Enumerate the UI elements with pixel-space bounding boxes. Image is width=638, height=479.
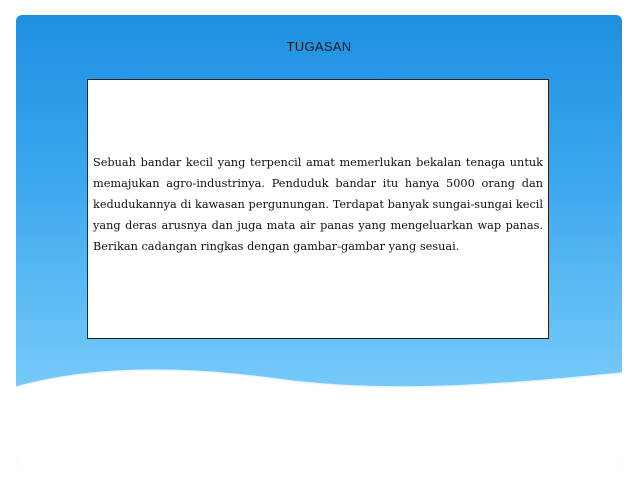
- blue-gradient-panel: [16, 15, 622, 465]
- slide-title: TUGASAN: [286, 39, 352, 54]
- task-description: Sebuah bandar kecil yang terpencil amat memerlukan bekalan tenaga untuk memajukan agro-industrinya. Penduduk bandar itu hanya 5000 orang dan kedudukannya di kawasan pergunungan. Terdapat banyak sungai-sungai kecil yang deras arusnya dan juga mata air panas yang mengeluarkan wap panas. Berikan cadangan ringkas dengan gambar-gambar yang sesuai.: [93, 156, 543, 253]
- task-text-box: [87, 79, 549, 339]
